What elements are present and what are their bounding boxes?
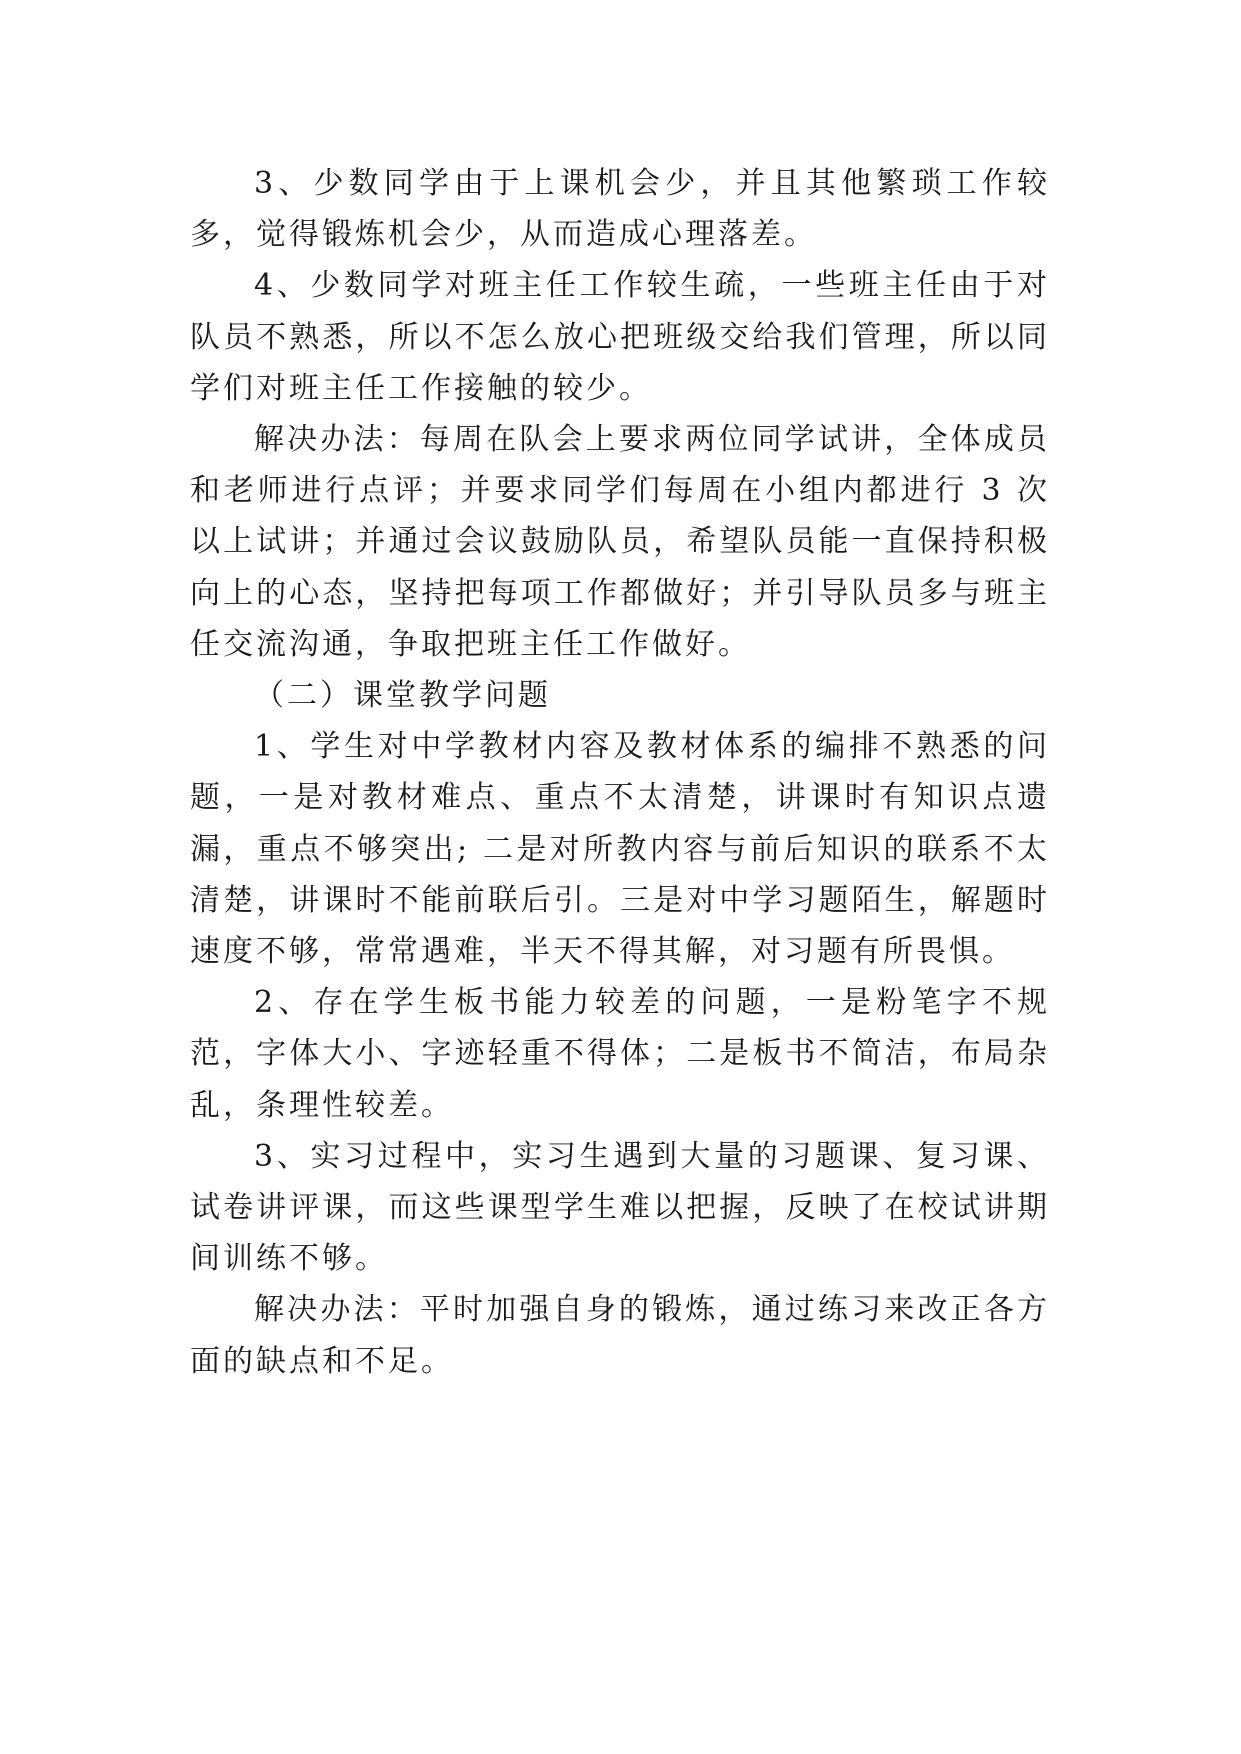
section-heading-classroom-teaching: （二）课堂教学问题: [254, 678, 551, 714]
document-body: [190, 158, 1050, 1387]
paragraph-teaching-point-2: 2、存在学生板书能力较差的问题，一是粉笔字不规范，字体大小、字迹轻重不得体；二是板书不简洁，布局杂乱，条理性较差。: [190, 985, 1050, 1123]
paragraph-teaching-point-3: 3、实习过程中，实习生遇到大量的习题课、复习课、试卷讲评课，而这些课型学生难以把握，反映了在校试讲期间训练不够。: [190, 1138, 1050, 1277]
paragraph-teaching-point-1: 1、学生对中学教材内容及教材体系的编排不熟悉的问题，一是对教材难点、重点不太清楚，讲课时有知识点遗漏，重点不够突出; 二是对所教内容与前后知识的联系不太清楚，讲课时不能前联后引。三是对中学习题陌生，解题时速度不够，常常遇难，半天不得其解，对习题有所畏惧。: [190, 729, 1050, 970]
paragraph-point-3: 3、少数同学由于上课机会少，并且其他繁琐工作较多，觉得锻炼机会少，从而造成心理落差。: [190, 166, 1050, 253]
paragraph-solution-1: 解决办法：每周在队会上要求两位同学试讲，全体成员和老师进行点评；并要求同学们每周在小组内都进行 3 次以上试讲；并通过会议鼓励队员，希望队员能一直保持积极向上的心态，坚持把每项工作都做好；并引导队员多与班主任交流沟通，争取把班主任工作做好。: [190, 422, 1050, 662]
paragraph-solution-2: 解决办法：平时加强自身的锻炼，通过练习来改正各方面的缺点和不足。: [190, 1292, 1050, 1379]
paragraph-point-4: 4、少数同学对班主任工作较生疏，一些班主任由于对队员不熟悉，所以不怎么放心把班级交给我们管理，所以同学们对班主任工作接触的较少。: [190, 268, 1050, 406]
